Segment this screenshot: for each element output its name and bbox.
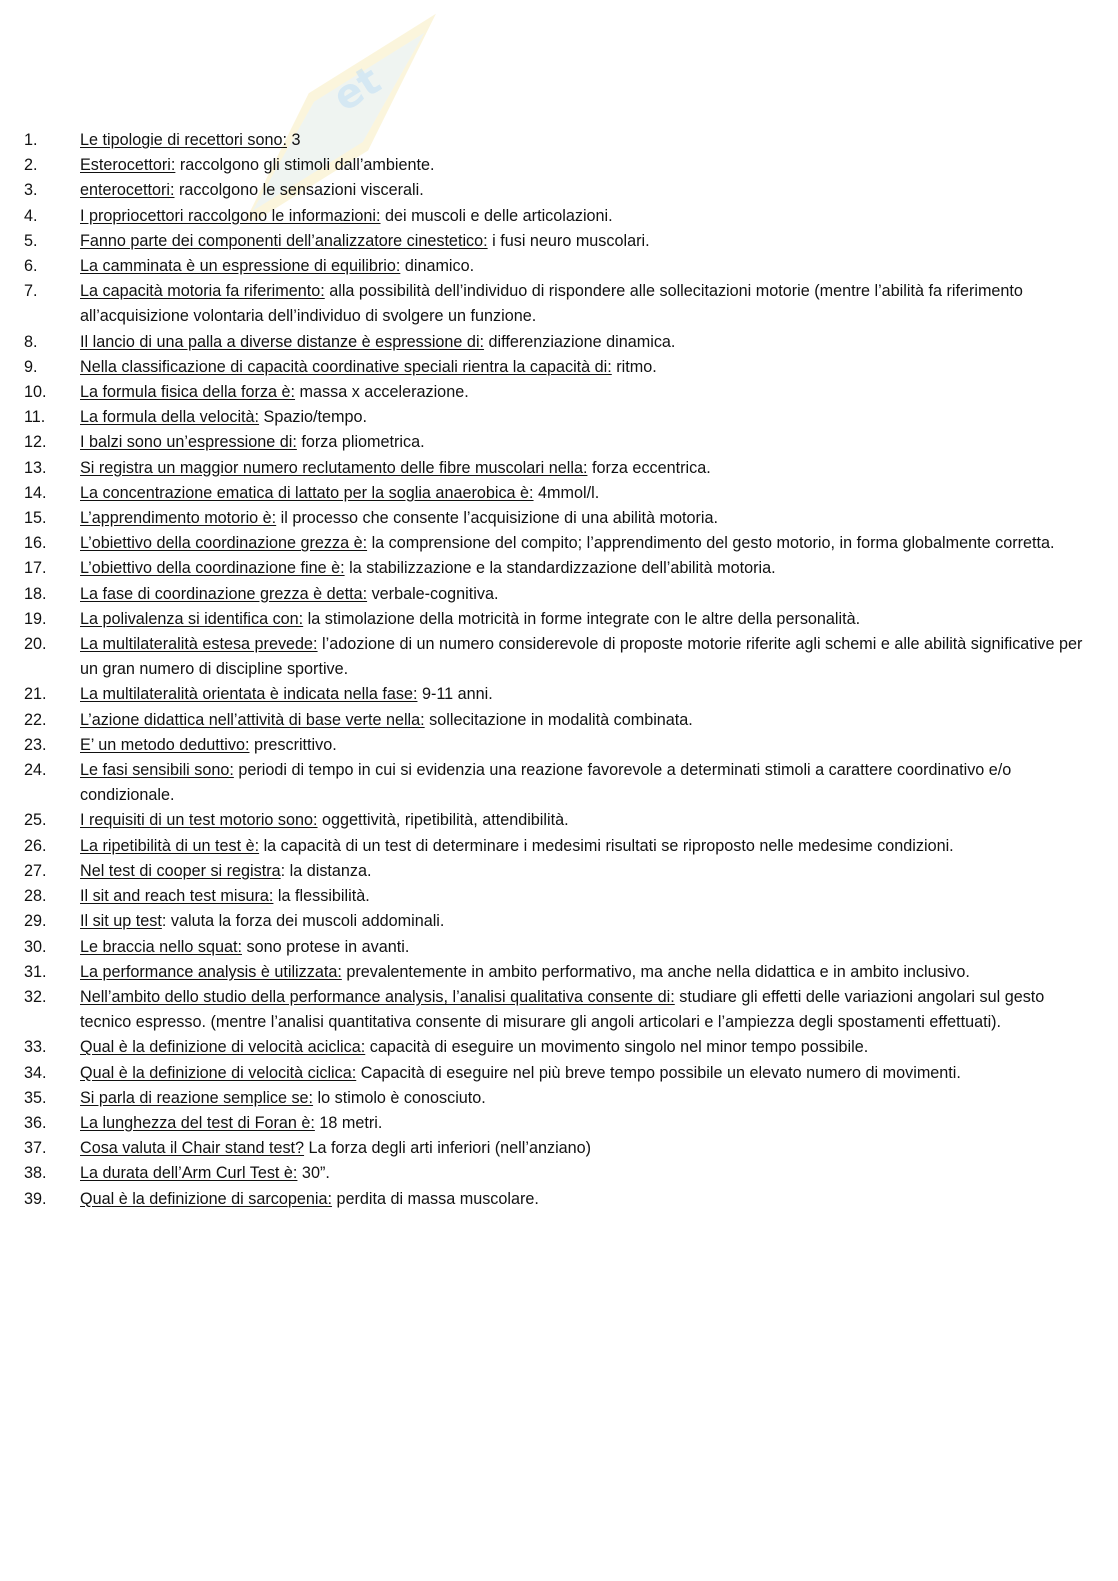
item-number: 4.: [24, 206, 38, 225]
item-number: 6.: [24, 257, 38, 276]
item-number: 28.: [24, 887, 47, 906]
list-item: [0, 632, 1118, 682]
list-item: [0, 960, 1118, 985]
item-answer: la stabilizzazione e la standardizzazione dell’abilità motoria.: [344, 559, 776, 578]
item-number: 21.: [24, 685, 47, 704]
list-item: [0, 229, 1118, 254]
item-answer: forza eccentrica.: [587, 458, 711, 477]
item-answer: la capacità di un test di determinare i medesimi risultati se riproposto nelle medesime condizioni.: [259, 836, 954, 855]
item-number: 17.: [24, 559, 47, 578]
item-question: La formula fisica della forza è:: [80, 383, 296, 402]
item-question: Qual è la definizione di velocità ciclica:: [80, 1063, 357, 1082]
item-number: 7.: [24, 282, 38, 301]
item-question: Fanno parte dei componenti dell’analizzatore cinestetico:: [80, 231, 488, 250]
item-number: 30.: [24, 937, 47, 956]
svg-text:et: et: [325, 57, 389, 121]
item-answer: i fusi neuro muscolari.: [487, 231, 650, 250]
item-answer: l’adozione di un numero considerevole di proposte motorie riferite agli schemi e alle abilità significative per un gran numero di discipline sportive.: [80, 635, 1083, 679]
item-number: 27.: [24, 861, 47, 880]
item-number: 38.: [24, 1164, 47, 1183]
item-answer: raccolgono gli stimoli dall’ambiente.: [175, 156, 435, 175]
item-number: 35.: [24, 1088, 47, 1107]
item-number: 10.: [24, 383, 47, 402]
list-item: [0, 254, 1118, 279]
item-answer: : valuta la forza dei muscoli addominali.: [161, 912, 445, 931]
item-question: La polivalenza si identifica con:: [80, 609, 304, 628]
list-item: [0, 128, 1118, 153]
list-item: [0, 607, 1118, 632]
item-number: 36.: [24, 1113, 47, 1132]
item-question: La ripetibilità di un test è:: [80, 836, 260, 855]
list-item: [0, 1161, 1118, 1186]
item-answer: dei muscoli e delle articolazioni.: [380, 206, 613, 225]
item-number: 37.: [24, 1139, 47, 1158]
item-number: 5.: [24, 231, 38, 250]
item-answer: alla possibilità dell’individuo di rispondere alle sollecitazioni motorie (mentre l’abilità fa riferimento all’acquisizione volontaria dell’individuo di svolgere un funzione.: [80, 282, 1023, 326]
item-question: Le fasi sensibili sono:: [80, 761, 234, 780]
item-number: 9.: [24, 357, 38, 376]
list-item: [0, 682, 1118, 707]
item-answer: studiare gli effetti delle variazioni angolari sul gesto tecnico espresso. (mentre l’analisi quantitativa consente di misurare gli angoli articolari e l’ampiezza degli spostamenti effettuati).: [80, 987, 1045, 1032]
list-item: [0, 1136, 1118, 1161]
item-answer: il processo che consente l’acquisizione di una abilità motoria.: [276, 509, 718, 528]
list-item: [0, 531, 1118, 556]
list-item: [0, 153, 1118, 178]
item-number: 8.: [24, 332, 38, 351]
item-question: Il sit up test: [80, 912, 162, 931]
item-number: 29.: [24, 912, 47, 931]
item-answer: dinamico.: [400, 257, 475, 276]
item-question: La camminata è un espressione di equilibrio:: [80, 257, 401, 276]
item-number: 1.: [24, 131, 38, 149]
item-question: E’ un metodo deduttivo:: [80, 735, 250, 754]
item-answer: massa x accelerazione.: [295, 383, 469, 402]
item-question: Cosa valuta il Chair stand test?: [80, 1139, 305, 1158]
item-number: 2.: [24, 156, 38, 175]
item-number: 12.: [24, 433, 47, 452]
list-item: [0, 1187, 1118, 1212]
item-number: 18.: [24, 584, 47, 603]
item-answer: : la distanza.: [280, 861, 372, 880]
item-answer: periodi di tempo in cui si evidenzia una reazione favorevole a determinati stimoli a carattere coordinativo e/o condizionale.: [80, 761, 1012, 805]
item-answer: forza pliometrica.: [296, 433, 425, 452]
item-number: 20.: [24, 635, 47, 654]
list-item: [0, 758, 1118, 808]
item-question: Le braccia nello squat:: [80, 937, 242, 956]
item-number: 24.: [24, 761, 47, 780]
item-question: Qual è la definizione di velocità aciclica:: [80, 1038, 366, 1057]
list-item: [0, 405, 1118, 430]
item-answer: Capacità di eseguire nel più breve tempo possibile un elevato numero di movimenti.: [356, 1063, 961, 1082]
list-item: [0, 430, 1118, 455]
item-answer: sono protese in avanti.: [241, 937, 410, 956]
item-question: La lunghezza del test di Foran è:: [80, 1113, 315, 1132]
item-number: 11.: [24, 408, 46, 427]
item-question: Si parla di reazione semplice se:: [80, 1088, 314, 1107]
item-answer: 30”.: [297, 1164, 330, 1183]
item-answer: oggettività, ripetibilità, attendibilità.: [317, 811, 569, 830]
item-question: I propriocettori raccolgono le informazioni:: [80, 206, 381, 225]
item-number: 23.: [24, 735, 47, 754]
list-item: [0, 178, 1118, 203]
item-question: L’obiettivo della coordinazione grezza è:: [80, 534, 368, 553]
item-number: 34.: [24, 1063, 47, 1082]
item-answer: La forza degli arti inferiori (nell’anziano): [304, 1139, 592, 1158]
item-question: enterocettori:: [80, 181, 175, 200]
item-question: La multilateralità estesa prevede:: [80, 635, 318, 654]
list-item: [0, 330, 1118, 355]
item-question: I balzi sono un’espressione di:: [80, 433, 297, 452]
item-answer: la stimolazione della motricità in forme integrate con le altre della personalità.: [303, 609, 861, 628]
item-answer: 3: [286, 131, 301, 149]
item-answer: prescrittivo.: [249, 735, 337, 754]
item-number: 13.: [24, 458, 47, 477]
item-number: 19.: [24, 609, 47, 628]
item-question: La fase di coordinazione grezza è detta:: [80, 584, 368, 603]
item-number: 31.: [24, 962, 47, 981]
item-number: 33.: [24, 1038, 47, 1057]
item-number: 25.: [24, 811, 47, 830]
list-item: [0, 1111, 1118, 1136]
list-item: [0, 985, 1118, 1035]
item-question: La multilateralità orientata è indicata nella fase:: [80, 685, 418, 704]
item-answer: verbale-cognitiva.: [367, 584, 499, 603]
item-answer: raccolgono le sensazioni viscerali.: [174, 181, 424, 200]
item-question: Le tipologie di recettori sono:: [80, 131, 287, 149]
item-number: 26.: [24, 836, 47, 855]
qa-list: [0, 128, 1118, 1212]
item-question: Nell’ambito dello studio della performance analysis, l’analisi qualitativa consente di:: [80, 987, 675, 1006]
item-answer: 9-11 anni.: [417, 685, 493, 704]
item-question: L’azione didattica nell’attività di base verte nella:: [80, 710, 425, 729]
list-item: [0, 1035, 1118, 1060]
list-item: [0, 808, 1118, 833]
item-question: Qual è la definizione di sarcopenia:: [80, 1189, 332, 1208]
list-item: [0, 582, 1118, 607]
item-number: 39.: [24, 1189, 47, 1208]
item-question: Nel test di cooper si registra: [80, 861, 281, 880]
item-answer: 4mmol/l.: [533, 483, 600, 502]
list-item: [0, 1061, 1118, 1086]
item-question: Nella classificazione di capacità coordinative speciali rientra la capacità di:: [80, 357, 612, 376]
item-answer: differenziazione dinamica.: [484, 332, 676, 351]
item-question: Il sit and reach test misura:: [80, 887, 274, 906]
item-number: 14.: [24, 483, 47, 502]
list-item: [0, 279, 1118, 329]
list-item: [0, 708, 1118, 733]
list-item: [0, 380, 1118, 405]
item-question: La capacità motoria fa riferimento:: [80, 282, 325, 301]
item-question: Si registra un maggior numero reclutamento delle fibre muscolari nella:: [80, 458, 588, 477]
item-number: 15.: [24, 509, 47, 528]
list-item: [0, 733, 1118, 758]
item-number: 32.: [24, 987, 47, 1006]
item-answer: perdita di massa muscolare.: [331, 1189, 539, 1208]
item-question: L’apprendimento motorio è:: [80, 509, 277, 528]
list-item: [0, 506, 1118, 531]
list-item: [0, 834, 1118, 859]
item-question: La concentrazione ematica di lattato per la soglia anaerobica è:: [80, 483, 534, 502]
item-question: L’obiettivo della coordinazione fine è:: [80, 559, 345, 578]
item-question: La formula della velocità:: [80, 408, 260, 427]
list-item: [0, 1086, 1118, 1111]
item-question: La performance analysis è utilizzata:: [80, 962, 342, 981]
item-answer: lo stimolo è conosciuto.: [313, 1088, 486, 1107]
list-item: [0, 859, 1118, 884]
item-answer: sollecitazione in modalità combinata.: [424, 710, 693, 729]
item-answer: capacità di eseguire un movimento singolo nel minor tempo possibile.: [365, 1038, 869, 1057]
list-item: [0, 935, 1118, 960]
item-number: 3.: [24, 181, 38, 200]
item-answer: la comprensione del compito; l’apprendimento del gesto motorio, in forma globalmente corretta.: [367, 534, 1055, 553]
item-answer: 18 metri.: [314, 1113, 383, 1132]
item-number: 22.: [24, 710, 47, 729]
item-answer: prevalentemente in ambito performativo, ma anche nella didattica e in ambito inclusivo.: [341, 962, 970, 981]
list-item: [0, 481, 1118, 506]
list-item: [0, 909, 1118, 934]
item-number: 16.: [24, 534, 47, 553]
list-item: [0, 204, 1118, 229]
item-answer: Spazio/tempo.: [259, 408, 368, 427]
item-question: I requisiti di un test motorio sono:: [80, 811, 318, 830]
list-item: [0, 456, 1118, 481]
item-question: La durata dell’Arm Curl Test è:: [80, 1164, 298, 1183]
item-question: Il lancio di una palla a diverse distanze è espressione di:: [80, 332, 485, 351]
list-item: [0, 355, 1118, 380]
item-question: Esterocettori:: [80, 156, 176, 175]
list-item: [0, 884, 1118, 909]
item-answer: la flessibilità.: [273, 887, 370, 906]
item-answer: ritmo.: [611, 357, 657, 376]
list-item: [0, 556, 1118, 581]
